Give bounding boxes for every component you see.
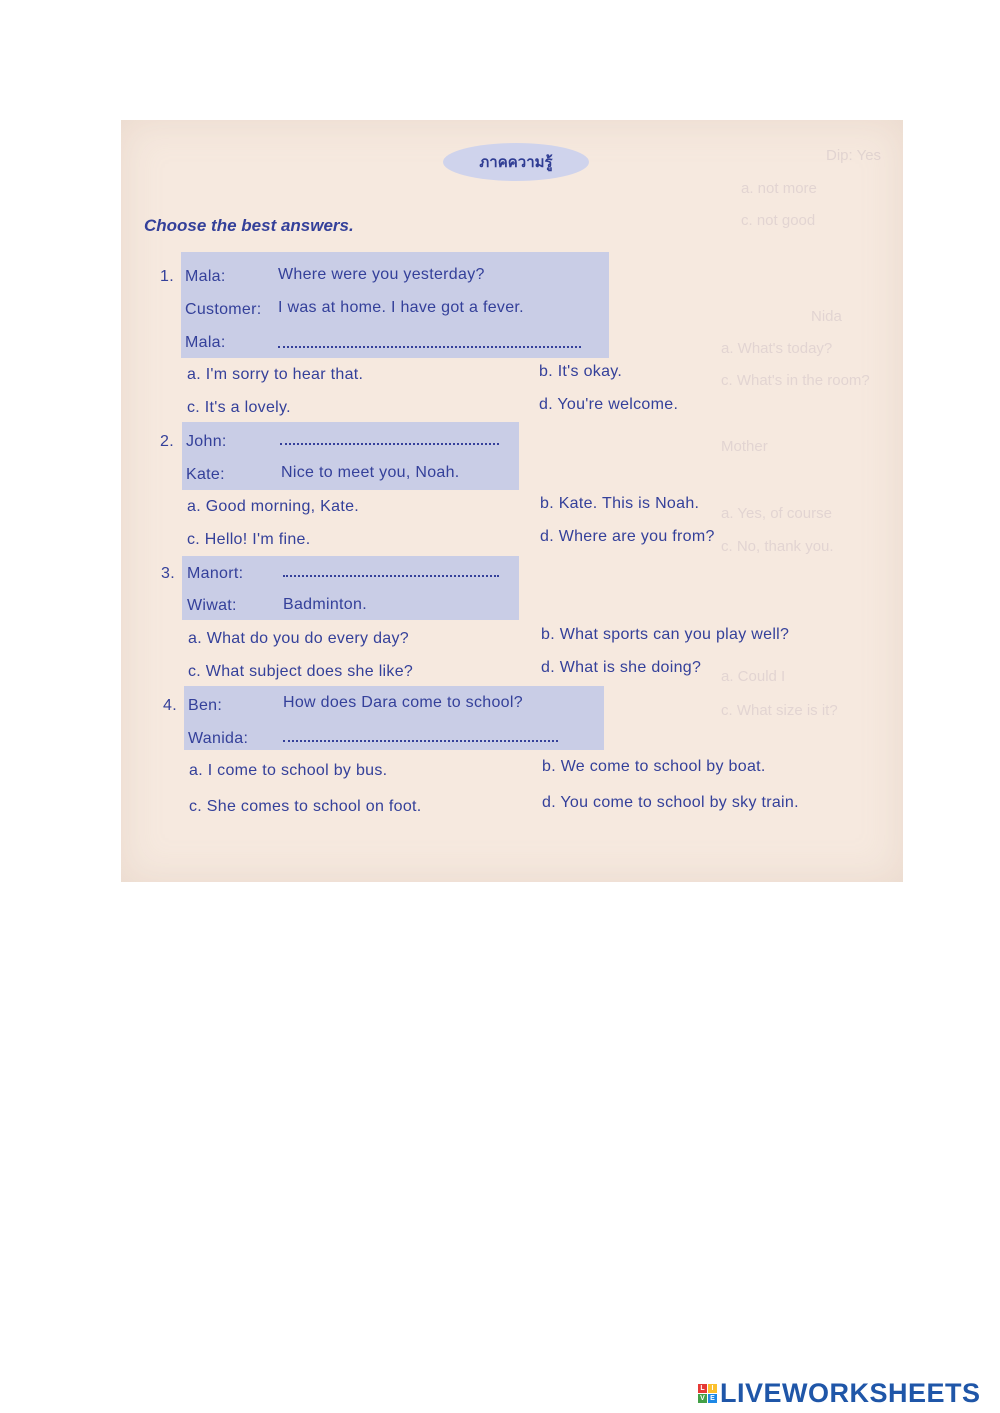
question-4-number: 4.	[163, 697, 177, 714]
question-1-option-b[interactable]: b. It's okay.	[539, 363, 623, 380]
question-3-option-c[interactable]: c. What subject does she like?	[188, 663, 414, 680]
section-header	[443, 143, 589, 181]
bleed-through-text: a. not more	[741, 180, 817, 197]
question-3-option-a[interactable]: a. What do you do every day?	[188, 630, 409, 647]
bleed-through-text: a. Could I	[721, 668, 786, 685]
worksheet-scan	[121, 120, 903, 882]
question-4-option-a[interactable]: a. I come to school by bus.	[189, 762, 388, 779]
question-2-option-c[interactable]: c. Hello! I'm fine.	[187, 531, 311, 548]
bleed-through-text: a. Yes, of course	[721, 505, 832, 522]
question-1-option-a[interactable]: a. I'm sorry to hear that.	[187, 366, 364, 383]
logo-mark-icon	[698, 1384, 717, 1403]
instruction-text: Choose the best answers.	[144, 216, 354, 235]
question-1-option-c[interactable]: c. It's a lovely.	[187, 399, 291, 416]
question-2-speaker-1: John:	[186, 433, 227, 450]
question-2-option-b[interactable]: b. Kate. This is Noah.	[540, 495, 700, 512]
question-1-line-1: Where were you yesterday?	[278, 266, 485, 283]
bleed-through-text: Dip: Yes	[826, 147, 882, 164]
question-1-option-d[interactable]: d. You're welcome.	[539, 396, 679, 413]
bleed-through-text: c. No, thank you.	[721, 538, 834, 555]
question-1-speaker-1: Mala:	[185, 268, 226, 285]
question-2-line-2: Nice to meet you, Noah.	[281, 464, 460, 481]
question-2-speaker-2: Kate:	[186, 466, 225, 483]
question-2-option-a[interactable]: a. Good morning, Kate.	[187, 498, 360, 515]
logo-mark-letter: L	[698, 1384, 707, 1393]
question-1-speaker-2: Customer:	[185, 301, 262, 318]
bleed-through-text: c. What's in the room?	[721, 372, 870, 389]
question-3-line-2: Badminton.	[283, 596, 367, 613]
question-3-speaker-2: Wiwat:	[187, 597, 237, 614]
section-header-text: ภาคความรู้	[479, 154, 553, 171]
question-1-answer-blank[interactable]	[278, 346, 581, 348]
bleed-through-text: c. not good	[741, 212, 816, 229]
question-2-number: 2.	[160, 433, 174, 450]
question-4-option-b[interactable]: b. We come to school by boat.	[542, 758, 766, 775]
bleed-through-text: Mother	[721, 438, 768, 455]
question-4-line-1: How does Dara come to school?	[283, 694, 523, 711]
question-3-number: 3.	[161, 565, 175, 582]
question-4-option-c[interactable]: c. She comes to school on foot.	[189, 798, 422, 815]
question-3-speaker-1: Manort:	[187, 565, 244, 582]
question-2-option-d[interactable]: d. Where are you from?	[540, 528, 715, 545]
question-1-number: 1.	[160, 268, 174, 285]
question-3-option-b[interactable]: b. What sports can you play well?	[541, 626, 790, 643]
question-1-speaker-3: Mala:	[185, 334, 226, 351]
bleed-through-text: a. What's today?	[721, 340, 833, 357]
logo-mark-letter: V	[698, 1394, 707, 1403]
question-3-option-d[interactable]: d. What is she doing?	[541, 659, 702, 676]
logo-text: LIVEWORKSHEETS	[720, 1377, 981, 1408]
question-4-speaker-1: Ben:	[188, 697, 223, 714]
bleed-through-text: c. What size is it?	[721, 702, 838, 719]
question-4-answer-blank[interactable]	[283, 740, 558, 742]
logo-mark-letter: I	[708, 1384, 717, 1393]
logo-mark-letter: E	[708, 1394, 717, 1403]
bleed-through-text: Nida	[811, 308, 842, 325]
question-3-answer-blank[interactable]	[283, 575, 499, 577]
liveworksheets-logo	[698, 1378, 981, 1408]
question-4-option-d[interactable]: d. You come to school by sky train.	[542, 794, 799, 811]
question-2-answer-blank[interactable]	[280, 443, 499, 445]
question-1-line-2: I was at home. I have got a fever.	[278, 299, 524, 316]
question-4-speaker-2: Wanida:	[188, 730, 249, 747]
